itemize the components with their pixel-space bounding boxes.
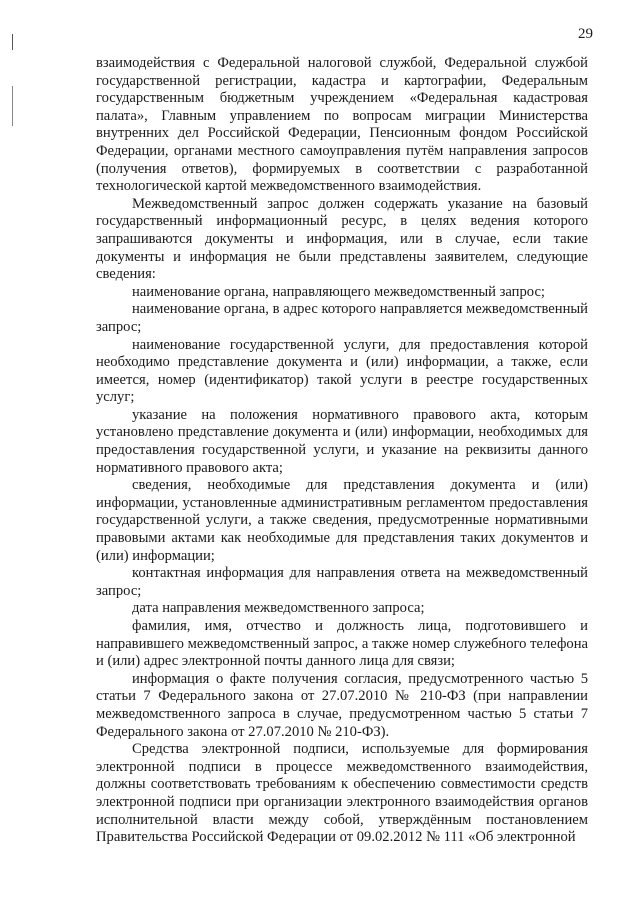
list-item: информация о факте получения согласия, предусмотренного частью 5 статьи 7 Федерального закона от 27.07.2010 № 210-ФЗ (при направлении межведомственного запроса в случае, предусмотренном частью 5 статьи 7 Федерального закона от 27.07.2010 № 210-ФЗ). [96, 670, 588, 740]
paragraph: Средства электронной подписи, используемые для формирования электронной подписи в процессе межведомственного взаимодействия, должны соответствовать требованиям к обеспечению совместимости средств электронной подписи при организации электронного взаимодействия органов исполнительной власти между собой, утверждённым постановлением Правительства Российской Федерации от 09.02.2012 № 111 «Об электронной [96, 741, 588, 846]
margin-mark [12, 86, 13, 126]
list-item: контактная информация для направления ответа на межведомственный запрос; [96, 565, 588, 599]
list-item: указание на положения нормативного правового акта, которым установлено представление документа и (или) информации, необходимых для предоставления государственной услуги, и указание на реквизиты данного нормативного правового акта; [96, 406, 588, 476]
document-body [96, 55, 588, 847]
list-item: наименование органа, направляющего межведомственный запрос; [132, 283, 545, 300]
list-item: наименование органа, в адрес которого направляется межведомственный запрос; [96, 301, 588, 335]
list-item: сведения, необходимые для представления документа и (или) информации, установленные административным регламентом предоставления государственной услуги, а также сведения, предусмотренные нормативными правовыми актами как необходимые для представления таких документов и (или) информации; [96, 477, 588, 564]
list-item: фамилия, имя, отчество и должность лица, подготовившего и направившего межведомственный запрос, а также номер служебного телефона и (или) адрес электронной почты данного лица для связи; [96, 618, 588, 670]
page-number: 29 [578, 26, 593, 42]
list-item: дата направления межведомственного запроса; [132, 600, 425, 617]
paragraph: взаимодействия с Федеральной налоговой службой, Федеральной службой государственной регистрации, кадастра и картографии, Федеральным государственным бюджетным учреждением «Федеральная кадастровая палата», Главным управлением по вопросам миграции Министерства внутренних дел Российской Федерации, Пенсионным фондом Российской Федерации, органами местного самоуправления путём направления запросов (получения ответов), формируемых в соответствии с разработанной технологической картой межведомственного взаимодействия. [96, 55, 588, 195]
paragraph: Межведомственный запрос должен содержать указание на базовый государственный информационный ресурс, в целях ведения которого запрашиваются документы и информация, или в случае, если такие документы и информация не были представлены заявителем, следующие сведения: [96, 195, 588, 283]
margin-mark [12, 34, 13, 50]
list-item: наименование государственной услуги, для предоставления которой необходимо представление документа и (или) информации, а также, если имеется, номер (идентификатор) такой услуги в реестре государственных услуг; [96, 336, 588, 406]
